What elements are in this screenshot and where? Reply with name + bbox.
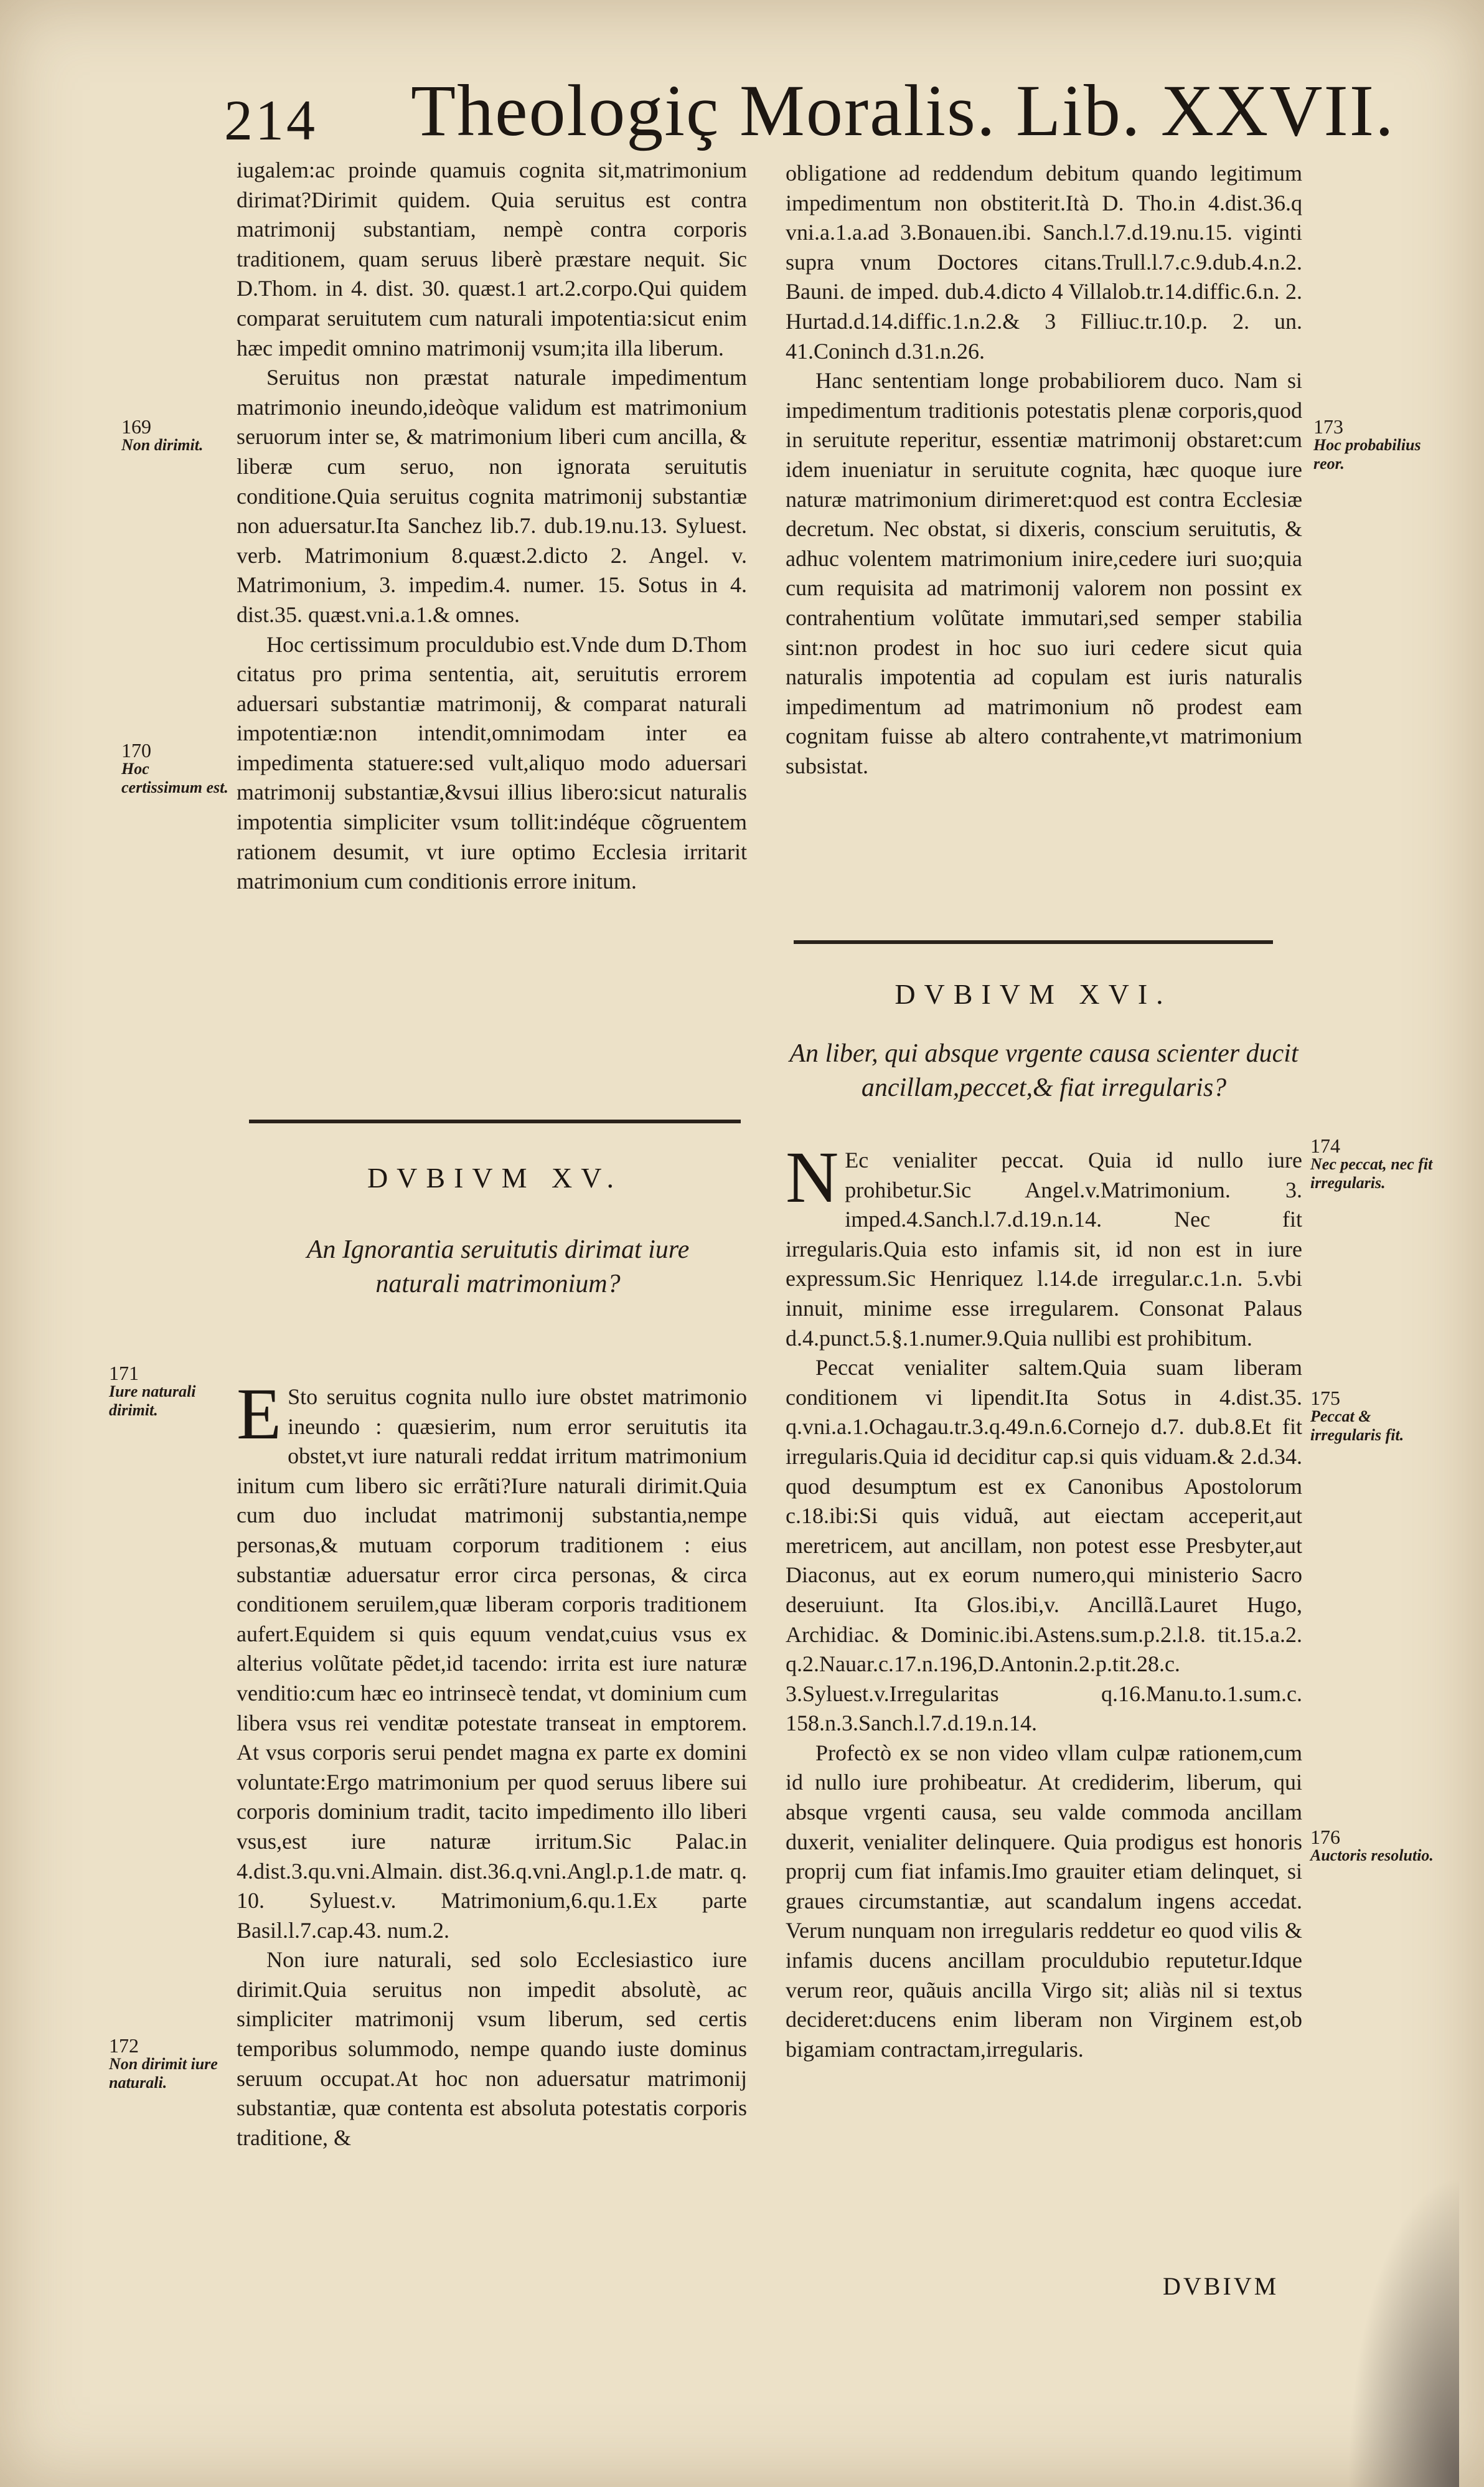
margin-note-171 <box>109 1364 233 1420</box>
section-rule-right <box>794 940 1273 944</box>
dubium-xv-question: An Ignorantia seruitutis dirimat iure naturali matrimonium? <box>306 1235 690 1298</box>
right-column-lower <box>786 1136 1302 2064</box>
paragraph-174-text: Ec venialiter peccat. Quia id nullo iure prohibetur.Sic Angel.v.Matrimonium. 3. imped.4.Sanch.l.7.d.19.n.14. Nec fit irregularis.Quia esto infamis sit, id non est in iure expressum.Sic Henriquez l.14.de irregular.c.1.n. 5.vbi innuit, minime esse irregularem. Consonat Palaus d.4.punct.5.§.1.numer.9.Quia nullibi est prohibitum. <box>786 1148 1302 1351</box>
running-head <box>224 68 1395 162</box>
margin-number: 170 <box>121 739 151 762</box>
paragraph-169: Seruitus non præstat naturale impedimentum matrimonio ineundo,ideòque validum est matrimonium seruorum inter se, & matrimonium liberi cum ancilla, & liberæ cum seruo, non ignorata seruitutis conditione.Quia seruitus cognita matrimonij substantiæ non aduersatur.Ita Sanchez lib.7. dub.19.nu.13. Syluest. verb. Matrimonium 8.quæst.2.dicto 2. Angel. v. Matrimonium, 3. impedim.4. numer. 15. Sotus in 4. dist.35. quæst.vni.a.1.& omnes. <box>237 365 747 627</box>
margin-number: 175 <box>1310 1387 1340 1409</box>
paragraph-171 <box>237 1373 747 1945</box>
paragraph-171-text: Sto seruitus cognita nullo iure obstet matrimonio ineundo : quæsierim, num error seruitutis ita obstet,vt iure naturali reddat irritum matrimonium initum cum libero sic errãti?Iure naturali dirimit.Quia cum duo includat matrimonij substantia,nempe personas,& mutuam corporum traditionem : eius substantiæ aduersatur error circa personas, & circa conditionem seruilem,quæ liberam corporis traditionem aufert.Equidem si quis equum vendat,cuius vsus ex alterius volũtate pẽdet,id tacendo: irrita est iure naturæ venditio:cum hæc eo intrinsecè tendat, vt dominium cum libera vsus rei venditæ potestate transeat in emptorem. At vsus corporis serui pendet magna ex parte ex domini voluntate:Ergo matrimonium per quod seruus libere sui corporis dominium tradit, tacito impedimento illo liberi vsus,est iure naturæ irritum.Sic Palac.in 4.dist.3.qu.vni.Almain. dist.36.q.vni.Angl.p.1.de matr. q. 10. Syluest.v. Matrimonium,6.qu.1.Ex parte Basil.l.7.cap.43. num.2. <box>237 1384 747 1943</box>
drop-capital: E <box>237 1373 282 1455</box>
dubium-xvi-heading: DVBIVM XVI. <box>895 978 1172 1010</box>
margin-text: Hoc certissimum est. <box>121 760 228 796</box>
paragraph-intro: iugalem:ac proinde quamuis cognita sit,matrimonium dirimat?Dirimit quidem. Quia seruitus est contra matrimonij substantiam, nempè contra corporis traditionem, quam seruus liberè præstare nequit. Sic D.Thom. in 4. dist. 30. quæst.1 art.2.corpo.Qui quidem comparat seruitutem cum naturali impotentia:sicut enim hæc impedit omnino matrimonij vsum;ita illa liberum. <box>237 158 747 361</box>
margin-text: Non dirimit. <box>121 436 204 454</box>
margin-number: 172 <box>109 2034 139 2057</box>
margin-note-175 <box>1310 1389 1435 1445</box>
margin-note-174 <box>1310 1136 1435 1192</box>
page-number: 214 <box>224 88 317 152</box>
margin-number: 176 <box>1310 1826 1340 1848</box>
margin-number: 174 <box>1310 1135 1340 1157</box>
dubium-xv-heading: DVBIVM XV. <box>367 1162 623 1194</box>
left-column <box>237 156 747 897</box>
margin-note-173 <box>1313 417 1432 473</box>
margin-number: 173 <box>1313 415 1343 438</box>
margin-number: 171 <box>109 1362 139 1384</box>
catchword: DVBIVM <box>1163 2272 1279 2300</box>
left-column-lower <box>237 1373 747 2153</box>
right-column <box>786 159 1302 781</box>
margin-text: Auctoris resolutio. <box>1310 1846 1434 1864</box>
margin-text: Iure naturali dirimit. <box>109 1382 196 1419</box>
paragraph-170: Hoc certissimum proculdubio est.Vnde dum D.Thom citatus pro prima sententia, ait, seruitutis errorem aduersari substantiæ matrimonij, & comparat naturali impotentiæ:non intendit,omnimodam inter ea impedimenta statuere:sed vult,aliquo modo aduersari matrimonij substantiæ,&vsui illius libero:sicut naturalis impotentia simpliciter vsum tollit:indéque cõgruentem rationem desumit, vt iure optimo Ecclesia irritarit matrimonium cum conditionis errore initum. <box>237 631 747 894</box>
paragraph-172: Non iure naturali, sed solo Ecclesiastico iure dirimit.Quia seruitus non impedit absolutè, ac simpliciter matrimonij vsum liberum, sed certis temporibus solummodo, nempe quando iuste dominus seruum occupat.At hoc non aduersatur matrimonij substantiæ, quæ contenta est absoluta potestatis corporis traditione, & <box>237 1947 747 2150</box>
margin-text: Nec peccat, nec fit irregularis. <box>1310 1155 1433 1192</box>
margin-text: Non dirimit iure naturali. <box>109 2055 218 2092</box>
dubium-xvi-question: An liber, qui absque vrgente causa scienter ducit ancillam,peccet,& fiat irregularis? <box>789 1039 1298 1102</box>
paragraph-175: Peccat venialiter saltem.Quia suam liberam conditionem vi lipendit.Ita Sotus in 4.dist.35. q.vni.a.1.Ochagau.tr.3.q.49.n.6.Cornejo d.7. dub.8.Et fit irregularis.Quia id deciditur cap.si quis viduam.& 2.d.34. quod desumptum est ex Canonibus Apostolorum c.18.ibi:Si quis viduã, aut eiectam acceperit,aut meretricem, aut ancillam, non potest esse Presbyter,aut Diaconus, aut ex eorum numero,qui ministerio Sacro deseruiunt. Ita Glos.ibi,v. Ancillã.Lauret Hugo, Archidiac. & Dominic.ibi.Astens.sum.p.2.l.8. tit.15.a.2. q.2.Nauar.c.17.n.196,D.Antonin.2.p.tit.28.c. 3.Syluest.v.Irregularitas q.16.Manu.to.1.sum.c. 158.n.3.Sanch.l.7.d.19.n.14. <box>786 1355 1302 1736</box>
paragraph-174 <box>786 1136 1302 1353</box>
page-edge-stain <box>1347 2176 1459 2487</box>
margin-text: Hoc probabilius reor. <box>1313 436 1421 473</box>
margin-note-176 <box>1310 1828 1435 1865</box>
running-title: Theologiç Moralis. Lib. XXVII. <box>411 70 1395 151</box>
margin-note-169 <box>121 417 233 455</box>
margin-note-172 <box>109 2036 233 2092</box>
section-rule-left <box>249 1120 741 1123</box>
margin-number: 169 <box>121 415 151 438</box>
drop-capital: N <box>786 1136 839 1218</box>
paragraph-continued: obligatione ad reddendum debitum quando legitimum impedimentum non obstiterit.Ità D. Tho.in 4.dist.36.q vni.a.1.a.ad 3.Bonauen.ibi. Sanch.l.7.d.19.nu.15. viginti supra vnum Doctores citans.Trull.l.7.c.9.dub.4.n.2. Bauni. de imped. dub.4.dicto 4 Villalob.tr.14.diffic.6.n. 2. Hurtad.d.14.diffic.1.n.2.& 3 Filliuc.tr.10.p. 2. un. 41.Coninch d.31.n.26. <box>786 161 1302 364</box>
paragraph-176: Profectò ex se non video vllam culpæ rationem,cum id nullo iure prohibeatur. At crediderim, liberum, qui absque vrgenti causa, seu valde commoda ancillam duxerit, venialiter delinquere. Quia prodigus est honoris proprij cum fiat infamis.Imo grauiter etiam delinquet, si graues circumstantiæ, aut scandalum ingens accedat. Verum nunquam non irregularis reddetur eo quod vilis & infamis ducens ancillam proculdubio reputetur.Idque verum reor, quãuis ancilla Virgo sit; aliàs nil si textus decideret:ducens enim liberam non Virginem est,ob bigamiam contractam,irregularis. <box>786 1740 1302 2062</box>
margin-text: Peccat & irregularis fit. <box>1310 1407 1404 1444</box>
paragraph-173: Hanc sententiam longe probabiliorem duco. Nam si impedimentum traditionis potestatis plenæ corporis,quod in seruitute reperitur, essentiæ matrimonij obstaret:cum idem inueniatur in seruitute cognita, hæc quoque iure naturæ matrimonium dirimeret:quod est contra Ecclesiæ decretum. Nec obstat, si dixeris, conscium seruitutis, & adhuc volentem matrimonium inire,cedere iuri suo;quia cum requisita ad matrimonij valorem non possint ex contrahentium volũtate immutari,sed semper stabilia sint:non prodest in hoc suo iuri cedere sicut quia naturalis impotentia ad copulam est iuris naturalis impedimentum ad matrimonium nõ prodest eam cognitam fuisse ab altero contrahente,vt matrimonium subsistat. <box>786 368 1302 778</box>
margin-note-170 <box>121 741 233 797</box>
